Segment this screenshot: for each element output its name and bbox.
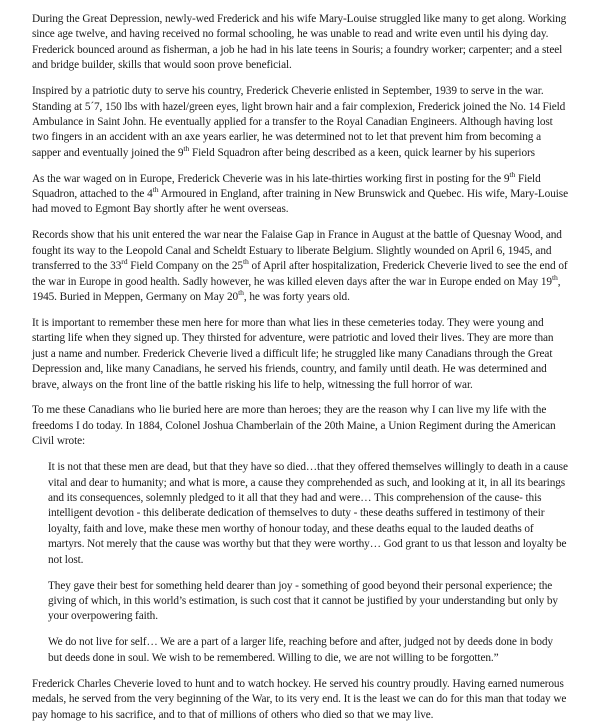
ordinal-suffix: th <box>238 288 244 298</box>
ordinal-suffix: th <box>152 185 159 195</box>
text-segment: Field Squadron after being described as a keen, quick learner by his superiors <box>189 146 535 159</box>
ordinal-suffix: rd <box>121 257 128 267</box>
ordinal-suffix: th <box>242 257 249 267</box>
text-segment: , he was forty years old. <box>243 291 350 303</box>
text-segment: Field Company on the 25 <box>127 260 243 273</box>
text-segment: Field Squadron, attached to the 4 <box>32 172 541 201</box>
text-segment: Inspired by a patriotic duty to serve his country, Frederick Cheverie enlisted in September, 1939 to serve in the war. Standing at 5´7, 150 lbs with hazel/green eyes, light brown hair and a fair complexion, Frederick joined the No. 14 Field Ambulance in Saint John. He eventually applied for a transfer to the Royal Canadian Engineers. Although having lost two fingers in an accident with an axe years earlier, he was determined not to let that prevent him from becoming a sapper and eventually joined the 9 <box>32 85 566 159</box>
blockquote-chamberlain-second: They gave their best for something held dearer than joy - something of good beyond their personal experience; the giving of which, in this world’s estimation, is such cost that it cannot be justified by your understanding but only by your overpowering faith. <box>48 579 558 623</box>
paragraph-chamberlain-intro: To me these Canadians who lie buried here are more than heroes; they are the reason why I can live my life with the freedoms I do today. In 1884, Colonel Joshua Chamberlain of the 20th Maine, a Union Regiment during the American Civil wrote: <box>32 404 556 448</box>
blockquote-chamberlain-third: We do not live for self… We are a part of a larger life, reaching before and after, judged not by deeds done in body but deeds done in soul. We wish to be remembered. Willing to die, we are not willing to be forgotten.” <box>48 636 553 664</box>
ordinal-suffix: th <box>551 272 558 282</box>
ordinal-suffix: th <box>183 143 190 153</box>
paragraph-europe-posting <box>32 169 568 218</box>
paragraph-war-record <box>32 228 568 305</box>
text-segment: , 1945. Buried in Meppen, Germany on May 20 <box>32 275 561 303</box>
paragraph-intro-depression: During the Great Depression, newly-wed Frederick and his wife Mary-Louise struggled like many to get along. Working since age twelve, and having received no formal schooling, he was unable to read and write even until his dying day. Frederick bounced around as fisherman, a job he had in his late teens in Souris; a foundry worker; carpenter; and a steel and bridge builder, skills that would soon prove beneficial. <box>32 13 567 72</box>
document-body <box>32 12 568 723</box>
text-segment: Records show that his unit entered the war near the Falaise Gap in France in August at the battle of Quesnay Wood, and fought its way to the Leopold Canal and Scheldt Estuary to liberate Belgium. Slightly wounded on April 6, 1945, and transferred to the 33 <box>32 229 562 273</box>
blockquote-chamberlain-first: It is not that these men are dead, but that they have so died…that they offered themselves willingly to death in a cause vital and dear to humanity; and what is more, a cause they comprehended as such, and looking at it, in all its bearings and its consequences, solemnly pledged to it all that they had and were… This comprehension of the cause- this intelligent devotion - this deliberate dedication of themselves to duty - these deaths suffered in testimony of their loyalty, faith and love, make these men worthy of honour today, and these deaths equal to the lauded deaths of martyrs. Not merely that the cause was worthy but that they were worthy… God grant to us that lesson and loyalty be not lost. <box>48 461 568 566</box>
text-segment: As the war waged on in Europe, Frederick Cheverie was in his late-thirties working first in posting for the 9 <box>32 172 510 185</box>
text-segment: Armoured in England, after training in New Brunswick and Quebec. His wife, Mary-Louise had moved to Egmont Bay shortly after he went overseas. <box>32 188 568 216</box>
text-segment: of April after hospitalization, Frederick Cheverie lived to see the end of the war in Europe in good health. Sadly however, he was killed eleven days after the war in Europe ended on May 19 <box>32 260 568 288</box>
paragraph-closing-tribute: Frederick Charles Cheverie loved to hunt and to watch hockey. He served his country proudly. Having earned numerous medals, he served from the very beginning of the War, to its very end. It is the least we can do for this man that today we pay homage to his sacrifice, and to that of millions of others who died so that we may live. <box>32 678 567 721</box>
paragraph-enlistment <box>32 84 568 161</box>
paragraph-remembrance: It is important to remember these men here for more than what lies in these cemeteries today. They were young and starting life when they signed up. They thirsted for adventure, were patriotic and loved their lives. They are more than just a name and number. Frederick Cheverie lived a difficult life; he struggled like many Canadians through the Great Depression and, like many Canadians, he served his friends, country, and family until death. He was determined and brave, always on the front line of the battle risking his life to help, witnessing the full horror of war. <box>32 316 554 391</box>
ordinal-suffix: th <box>509 169 516 179</box>
